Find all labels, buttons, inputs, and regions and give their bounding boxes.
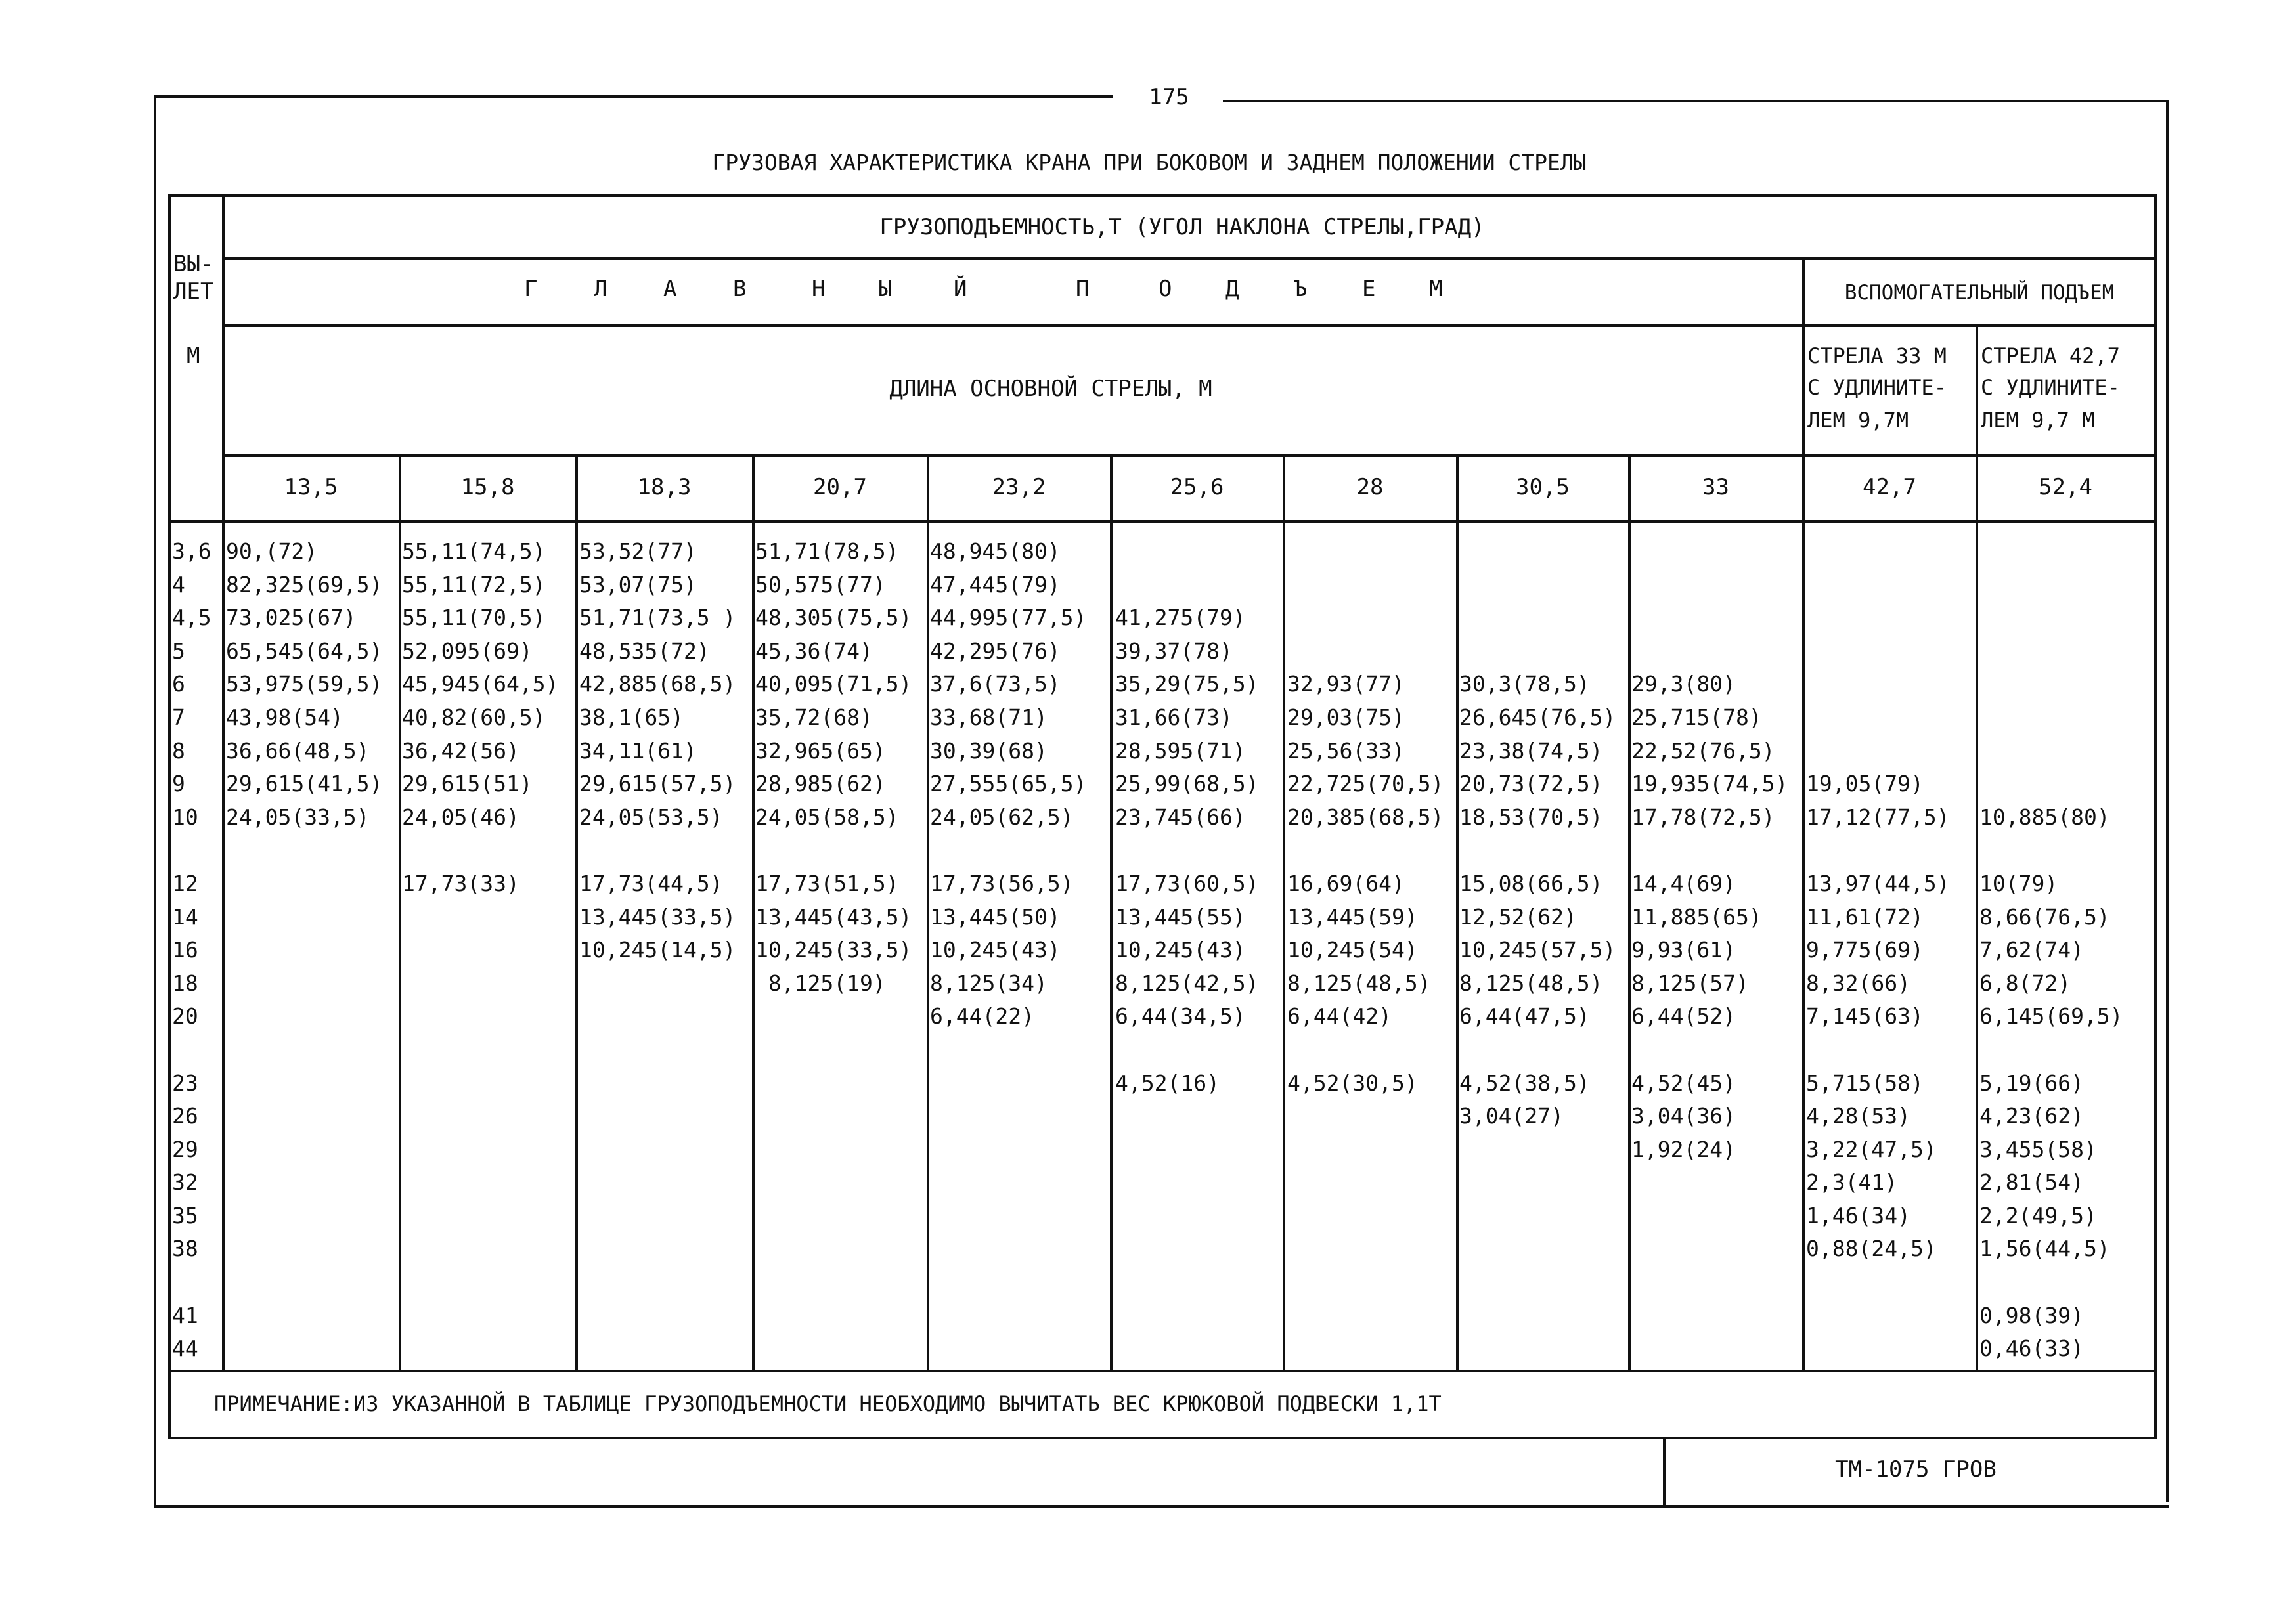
boom-length-value: 20,7 [813, 474, 867, 500]
table-cell: 16,69(64) [1287, 870, 1405, 896]
table-cell [1806, 668, 1974, 701]
table-cell: 13,445(55) [1115, 903, 1246, 930]
table-cell: 13,445(33,5) [579, 903, 736, 930]
boom-length-value: 28 [1356, 474, 1384, 500]
table-cell: 9,775(69) [1806, 937, 1924, 963]
table-cell: 45,945(64,5) [402, 671, 559, 697]
table-cell: 6,44(47,5) [1459, 1003, 1590, 1030]
capacity-column [1459, 535, 1627, 1133]
table-cell [1979, 569, 2153, 602]
table-cell: 20,385(68,5) [1287, 804, 1444, 830]
table-cell: 7 [172, 704, 185, 730]
table-cell: 3,455(58) [1979, 1136, 2097, 1162]
table-cell: 48,535(72) [579, 638, 710, 664]
table-cell: 1,46(34) [1806, 1202, 1910, 1228]
col-div-1 [399, 454, 401, 1370]
table-cell: 35,72(68) [755, 704, 873, 730]
table-cell: 41 [172, 1302, 198, 1328]
main-hoist-letter: Ъ [1294, 276, 1308, 302]
table-cell [1806, 834, 1974, 867]
table-cell: 29,615(57,5) [579, 771, 736, 797]
table-cell: 11,885(65) [1631, 903, 1762, 930]
table-cell [1287, 834, 1455, 867]
table-cell: 4 [172, 571, 185, 598]
table-cell: 9,93(61) [1631, 937, 1736, 963]
table-cell: 19,05(79) [1806, 771, 1924, 797]
table-cell: 55,11(74,5) [402, 538, 546, 564]
table-top [168, 194, 2157, 197]
table-cell [1459, 535, 1627, 569]
table-cell: 4,28(53) [1806, 1103, 1910, 1129]
boom-length-value: 33 [1702, 474, 1729, 500]
col-div-aux [1802, 257, 1805, 1370]
table-cell [172, 1266, 221, 1299]
table-cell: 17,78(72,5) [1631, 804, 1775, 830]
table-cell [402, 834, 574, 867]
col-div-8 [1628, 454, 1631, 1370]
table-cell: 10 [172, 804, 198, 830]
table-cell: 3,6 [172, 538, 211, 564]
table-cell: 0,88(24,5) [1806, 1236, 1937, 1262]
table-cell: 10,245(43) [930, 937, 1061, 963]
table-cell [1806, 601, 1974, 635]
table-cell [1631, 1033, 1801, 1067]
table-cell [1631, 535, 1801, 569]
table-cell: 8,125(19) [755, 970, 886, 996]
table-cell: 17,12(77,5) [1806, 804, 1950, 830]
rule-note [168, 1370, 2157, 1372]
main-hoist-letter: Л [594, 276, 607, 302]
table-cell: 8,125(42,5) [1115, 970, 1259, 996]
table-cell: 4,23(62) [1979, 1103, 2084, 1129]
table-cell: 14 [172, 903, 198, 930]
table-cell: 0,98(39) [1979, 1302, 2084, 1328]
table-cell [930, 834, 1109, 867]
table-cell: 9 [172, 771, 185, 797]
page-number: 175 [1149, 84, 1189, 110]
boom-length-value: 42,7 [1863, 474, 1916, 500]
table-cell: 45,36(74) [755, 638, 873, 664]
aux-col1-line: ЛЕМ 9,7М [1807, 408, 1909, 433]
table-cell: 3,22(47,5) [1806, 1136, 1937, 1162]
table-cell: 42,885(68,5) [579, 671, 736, 697]
table-cell: 18 [172, 970, 198, 996]
table-cell: 29,615(51) [402, 771, 533, 797]
table-cell [1806, 635, 1974, 668]
vylet-label-2: ЛЕТ [173, 278, 214, 305]
table-cell: 29 [172, 1136, 198, 1162]
table-cell: 90,(72) [226, 538, 318, 564]
table-cell: 2,3(41) [1806, 1169, 1898, 1196]
table-cell: 4,52(38,5) [1459, 1070, 1590, 1096]
table-cell: 6,44(22) [930, 1003, 1034, 1030]
table-cell [1631, 834, 1801, 867]
table-cell: 5 [172, 638, 185, 664]
table-cell: 12 [172, 870, 198, 896]
main-hoist-letter: Н [812, 276, 826, 302]
table-cell [1287, 569, 1455, 602]
table-cell: 8,66(76,5) [1979, 903, 2110, 930]
capacity-column [1115, 535, 1282, 1100]
table-cell: 29,3(80) [1631, 671, 1736, 697]
table-cell [1979, 834, 2153, 867]
rule-boom [222, 454, 2157, 457]
table-cell: 36,66(48,5) [226, 737, 370, 764]
table-cell [1979, 668, 2153, 701]
capacity-column [1979, 535, 2153, 1366]
table-cell: 55,11(72,5) [402, 571, 546, 598]
table-cell: 35,29(75,5) [1115, 671, 1259, 697]
table-left [168, 194, 171, 1439]
table-cell: 8,125(57) [1631, 970, 1749, 996]
capacity-column [402, 535, 574, 901]
main-hoist-letter: О [1159, 276, 1172, 302]
table-cell: 6,44(34,5) [1115, 1003, 1246, 1030]
table-cell [1806, 569, 1974, 602]
table-bottom [168, 1437, 2157, 1439]
table-cell [1459, 635, 1627, 668]
table-cell: 24,05(46) [402, 804, 519, 830]
table-cell [1287, 635, 1455, 668]
table-cell: 8,125(48,5) [1287, 970, 1431, 996]
table-cell: 82,325(69,5) [226, 571, 383, 598]
main-hoist-letter: В [733, 276, 747, 302]
boom-length-value: 52,4 [2039, 474, 2092, 500]
table-cell: 20,73(72,5) [1459, 771, 1603, 797]
table-cell: 50,575(77) [755, 571, 886, 598]
table-cell: 51,71(73,5 ) [579, 605, 736, 631]
table-cell: 44,995(77,5) [930, 605, 1087, 631]
table-cell [1115, 1033, 1282, 1067]
table-cell: 23,38(74,5) [1459, 737, 1603, 764]
capacity-column [1631, 535, 1801, 1166]
table-cell [1979, 601, 2153, 635]
main-hoist-title [222, 276, 1802, 309]
table-cell: 40,82(60,5) [402, 704, 546, 730]
table-cell: 10,245(14,5) [579, 937, 736, 963]
table-cell [1115, 834, 1282, 867]
table-cell: 10,245(33,5) [755, 937, 912, 963]
stamp-code: ТМ-1075 ГРОВ [1835, 1456, 1997, 1483]
table-cell: 52,095(69) [402, 638, 533, 664]
table-cell: 0,46(33) [1979, 1336, 2084, 1362]
table-cell: 4,52(16) [1115, 1070, 1220, 1096]
boom-length-value: 15,8 [460, 474, 515, 500]
table-cell: 6,8(72) [1979, 970, 2071, 996]
table-cell: 6,44(42) [1287, 1003, 1392, 1030]
table-cell: 13,97(44,5) [1806, 870, 1950, 896]
table-cell [1287, 601, 1455, 635]
table-cell [1979, 1033, 2153, 1067]
table-cell: 29,03(75) [1287, 704, 1405, 730]
table-cell [1115, 569, 1282, 602]
table-cell: 4,52(45) [1631, 1070, 1736, 1096]
table-cell: 12,52(62) [1459, 903, 1577, 930]
table-cell: 14,4(69) [1631, 870, 1736, 896]
table-cell: 10(79) [1979, 870, 2058, 896]
table-cell: 30,39(68) [930, 737, 1048, 764]
table-cell: 5,19(66) [1979, 1070, 2084, 1096]
table-cell: 13,445(43,5) [755, 903, 912, 930]
table-right [2154, 194, 2157, 1439]
main-hoist-letter: Д [1225, 276, 1239, 302]
table-cell [1979, 535, 2153, 569]
table-cell [1806, 535, 1974, 569]
table-cell: 73,025(67) [226, 605, 357, 631]
table-cell: 31,66(73) [1115, 704, 1233, 730]
table-cell [1115, 535, 1282, 569]
table-cell [1631, 569, 1801, 602]
boom-length-value: 23,2 [992, 474, 1046, 500]
table-cell: 13,445(59) [1287, 903, 1418, 930]
boom-length-title: ДЛИНА ОСНОВНОЙ СТРЕЛЫ, М [889, 376, 1212, 402]
table-cell: 28,595(71) [1115, 737, 1246, 764]
table-cell: 53,975(59,5) [226, 671, 383, 697]
vylet-label-1: ВЫ- [173, 251, 214, 277]
aux-col1-line: СТРЕЛА 33 М [1807, 343, 1947, 368]
table-cell: 34,11(61) [579, 737, 697, 764]
table-cell: 24,05(53,5) [579, 804, 723, 830]
table-cell: 65,545(64,5) [226, 638, 383, 664]
main-hoist-letter: Ы [879, 276, 893, 302]
table-cell: 55,11(70,5) [402, 605, 546, 631]
table-cell: 43,98(54) [226, 704, 343, 730]
table-cell: 16 [172, 937, 198, 963]
table-cell: 26,645(76,5) [1459, 704, 1616, 730]
table-cell: 8,32(66) [1806, 970, 1910, 996]
table-cell [1459, 569, 1627, 602]
table-cell: 6,145(69,5) [1979, 1003, 2123, 1030]
table-cell: 39,37(78) [1115, 638, 1233, 664]
table-cell: 8 [172, 737, 185, 764]
table-cell: 11,61(72) [1806, 903, 1924, 930]
table-cell [755, 834, 927, 867]
vylet-divider [222, 194, 225, 1370]
table-cell: 17,73(33) [402, 870, 519, 896]
main-hoist-letter: Е [1362, 276, 1376, 302]
table-cell: 51,71(78,5) [755, 538, 899, 564]
table-cell: 1,92(24) [1631, 1136, 1736, 1162]
table-cell: 3,04(27) [1459, 1103, 1564, 1129]
boom-length-value: 13,5 [284, 474, 338, 500]
table-cell: 3,04(36) [1631, 1103, 1736, 1129]
table-cell: 13,445(50) [930, 903, 1061, 930]
table-cell: 7,62(74) [1979, 937, 2084, 963]
boom-length-value: 30,5 [1516, 474, 1570, 500]
frame-bottom [154, 1505, 2169, 1508]
table-cell: 30,3(78,5) [1459, 671, 1590, 697]
table-cell: 32 [172, 1169, 198, 1196]
table-cell: 4,52(30,5) [1287, 1070, 1418, 1096]
main-hoist-letter: Й [954, 276, 967, 302]
col-div-5 [1110, 454, 1113, 1370]
table-cell: 32,93(77) [1287, 671, 1405, 697]
col-div-6 [1283, 454, 1285, 1370]
table-cell: 53,07(75) [579, 571, 697, 598]
table-cell: 10,245(43) [1115, 937, 1246, 963]
boom-length-value: 25,6 [1170, 474, 1224, 500]
capacity-column [930, 535, 1109, 1033]
table-cell: 23 [172, 1070, 198, 1096]
table-cell [579, 834, 751, 867]
table-cell [1631, 635, 1801, 668]
capacity-column [755, 535, 927, 1000]
table-cell: 19,935(74,5) [1631, 771, 1788, 797]
rule-capacity [222, 257, 2157, 260]
table-cell [1979, 735, 2153, 768]
col-div-7 [1456, 454, 1459, 1370]
main-hoist-letter: П [1076, 276, 1090, 302]
table-cell: 24,05(62,5) [930, 804, 1074, 830]
table-cell: 40,095(71,5) [755, 671, 912, 697]
frame-top-right [1223, 100, 2169, 102]
table-cell: 35 [172, 1202, 198, 1228]
table-cell: 6 [172, 671, 185, 697]
table-cell [1459, 834, 1627, 867]
table-cell: 29,615(41,5) [226, 771, 383, 797]
table-cell: 6,44(52) [1631, 1003, 1736, 1030]
table-cell: 5,715(58) [1806, 1070, 1924, 1096]
table-cell: 37,6(73,5) [930, 671, 1061, 697]
table-cell: 53,52(77) [579, 538, 697, 564]
table-cell: 17,73(60,5) [1115, 870, 1259, 896]
table-cell [1806, 1033, 1974, 1067]
main-hoist-letter: М [1429, 276, 1443, 302]
table-cell: 22,725(70,5) [1287, 771, 1444, 797]
rule-hoist [222, 324, 2157, 327]
table-cell: 33,68(71) [930, 704, 1048, 730]
table-cell: 38,1(65) [579, 704, 684, 730]
main-hoist-letter: А [663, 276, 677, 302]
table-cell: 22,52(76,5) [1631, 737, 1775, 764]
rule-header-bottom [168, 520, 2157, 523]
table-cell: 1,56(44,5) [1979, 1236, 2110, 1262]
table-cell: 47,445(79) [930, 571, 1061, 598]
capacity-column [1806, 535, 1974, 1266]
table-cell: 24,05(58,5) [755, 804, 899, 830]
aux-hoist-title: ВСПОМОГАТЕЛЬНЫЙ ПОДЪЕМ [1844, 281, 2115, 305]
table-cell [1979, 635, 2153, 668]
capacity-title: ГРУЗОПОДЪЕМНОСТЬ,Т (УГОЛ НАКЛОНА СТРЕЛЫ,ГРАД) [879, 214, 1485, 240]
table-cell: 38 [172, 1236, 198, 1262]
table-cell [1979, 1266, 2153, 1299]
table-cell: 15,08(66,5) [1459, 870, 1603, 896]
table-cell: 10,885(80) [1979, 804, 2110, 830]
col-div-3 [752, 454, 755, 1370]
page-title: ГРУЗОВАЯ ХАРАКТЕРИСТИКА КРАНА ПРИ БОКОВОМ И ЗАДНЕМ ПОЛОЖЕНИИ СТРЕЛЫ [712, 150, 1587, 175]
table-cell: 26 [172, 1103, 198, 1129]
table-cell: 4,5 [172, 605, 211, 631]
main-hoist-letter: Г [524, 276, 538, 302]
aux-col2-line: ЛЕМ 9,7 М [1981, 408, 2095, 433]
table-cell: 24,05(33,5) [226, 804, 370, 830]
table-cell [172, 1033, 221, 1067]
table-cell: 25,56(33) [1287, 737, 1405, 764]
table-cell: 7,145(63) [1806, 1003, 1924, 1030]
col-div-2 [575, 454, 578, 1370]
table-cell: 42,295(76) [930, 638, 1061, 664]
table-cell: 28,985(62) [755, 771, 886, 797]
table-cell: 17,73(51,5) [755, 870, 899, 896]
capacity-column [1287, 535, 1455, 1100]
table-cell [1979, 768, 2153, 801]
capacity-column [579, 535, 751, 967]
table-cell: 2,2(49,5) [1979, 1202, 2097, 1228]
table-cell [1979, 701, 2153, 735]
frame-top-left [154, 95, 1113, 98]
table-cell [172, 834, 221, 867]
table-cell: 8,125(48,5) [1459, 970, 1603, 996]
boom-length-value: 18,3 [637, 474, 692, 500]
table-cell: 48,945(80) [930, 538, 1061, 564]
table-cell: 36,42(56) [402, 737, 519, 764]
table-cell: 8,125(34) [930, 970, 1048, 996]
table-cell: 10,245(57,5) [1459, 937, 1616, 963]
capacity-column [226, 535, 398, 834]
aux-col2-line: С УДЛИНИТЕ- [1981, 375, 2120, 400]
table-cell: 23,745(66) [1115, 804, 1246, 830]
aux-col2-line: СТРЕЛА 42,7 [1981, 343, 2120, 368]
table-cell: 20 [172, 1003, 198, 1030]
table-cell: 17,73(44,5) [579, 870, 723, 896]
table-cell: 25,99(68,5) [1115, 771, 1259, 797]
table-cell: 18,53(70,5) [1459, 804, 1603, 830]
frame-right [2166, 100, 2169, 1502]
table-cell [1806, 735, 1974, 768]
table-cell: 2,81(54) [1979, 1169, 2084, 1196]
table-cell: 32,965(65) [755, 737, 886, 764]
table-cell: 41,275(79) [1115, 605, 1246, 631]
table-cell [1631, 601, 1801, 635]
aux-col1-line: С УДЛИНИТЕ- [1807, 375, 1947, 400]
table-cell: 27,555(65,5) [930, 771, 1087, 797]
table-cell [1806, 701, 1974, 735]
table-cell [1459, 601, 1627, 635]
table-cell [1287, 1033, 1455, 1067]
table-cell: 17,73(56,5) [930, 870, 1074, 896]
table-note: ПРИМЕЧАНИЕ:ИЗ УКАЗАННОЙ В ТАБЛИЦЕ ГРУЗОПОДЪЕМНОСТИ НЕОБХОДИМО ВЫЧИТАТЬ ВЕС КРЮКОВОЙ ПОДВЕСКИ 1,1Т [214, 1391, 1442, 1416]
table-cell: 25,715(78) [1631, 704, 1762, 730]
vylet-unit: М [187, 343, 200, 369]
table-cell: 10,245(54) [1287, 937, 1418, 963]
frame-left [154, 95, 156, 1508]
table-cell: 48,305(75,5) [755, 605, 912, 631]
table-cell [1459, 1033, 1627, 1067]
outreach-column [172, 535, 221, 1366]
table-cell [1287, 535, 1455, 569]
table-cell: 44 [172, 1336, 198, 1362]
